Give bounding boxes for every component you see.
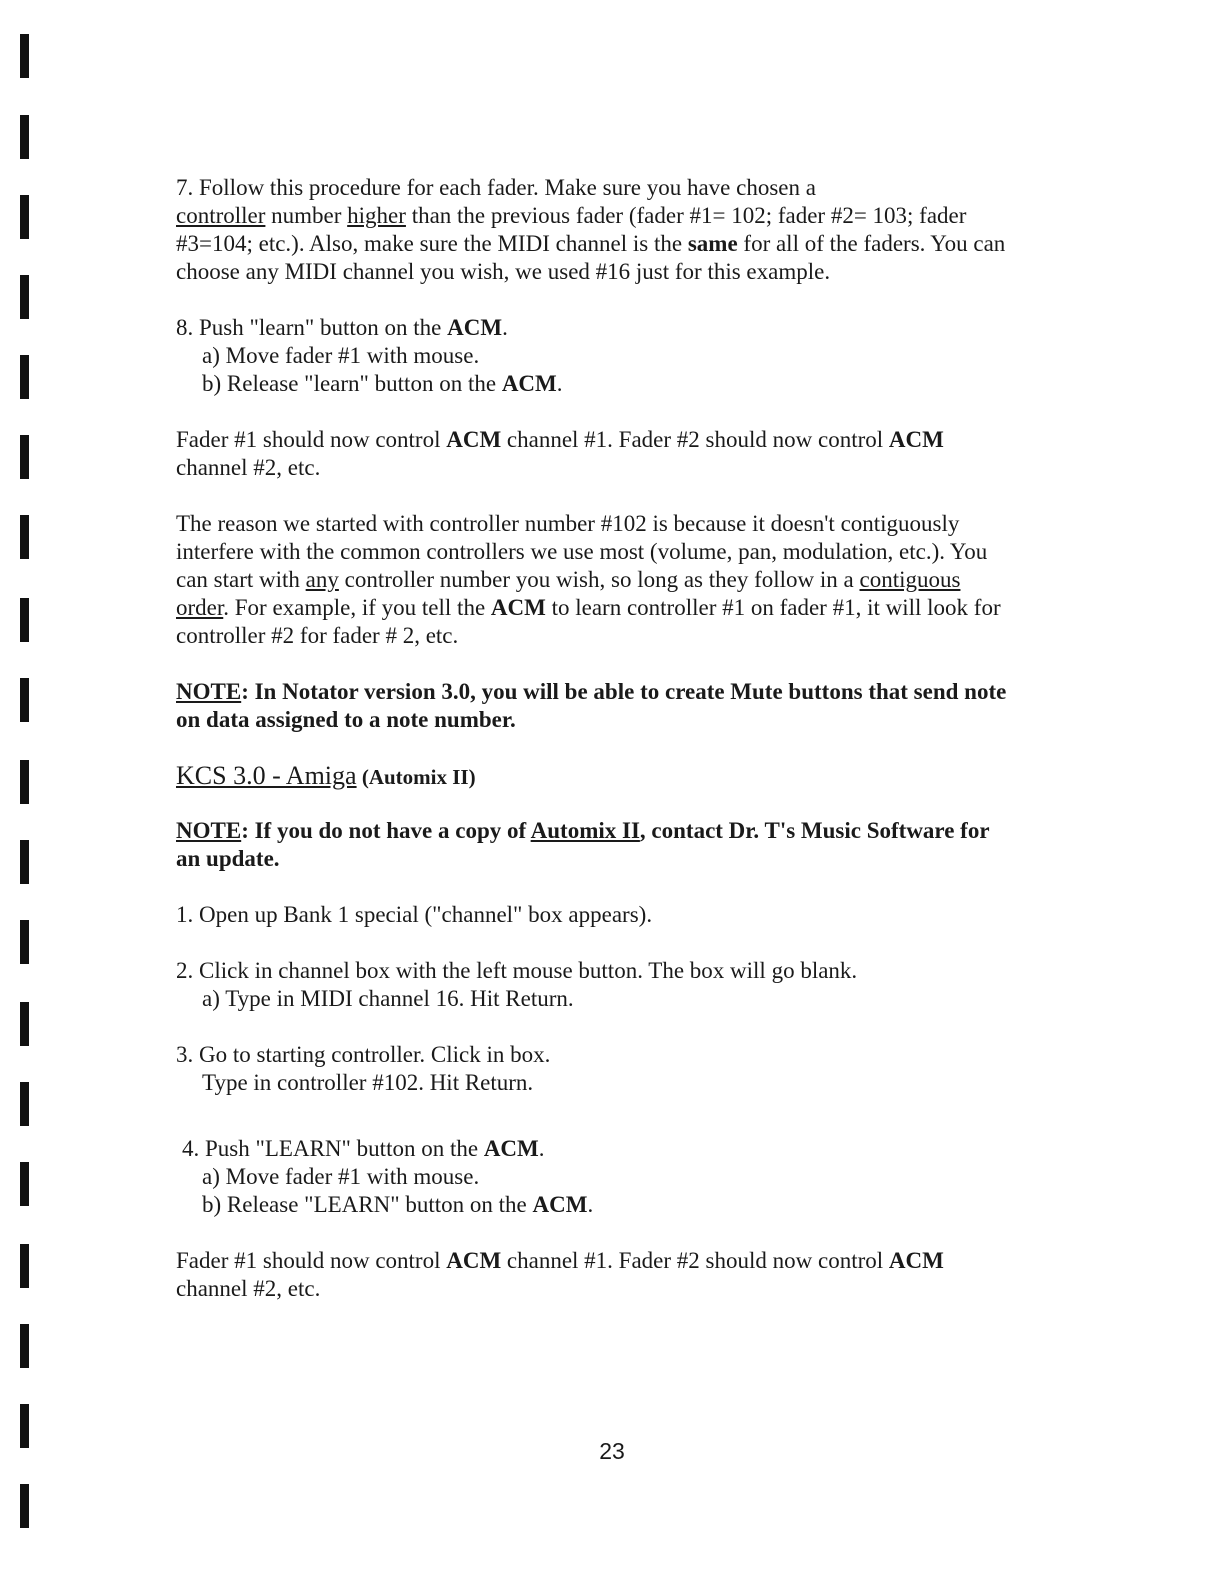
underlined-any: any: [305, 567, 339, 592]
fader-paragraph-2: Fader #1 should now control ACM channel #1. Fader #2 should now control ACM channel #2, etc.: [176, 1248, 944, 1301]
binding-hole: [20, 34, 29, 78]
bold-acm: ACM: [447, 315, 503, 340]
note-label: NOTE: [176, 679, 242, 704]
binding-hole: [20, 1082, 29, 1126]
kcs-step-2a: a) Type in MIDI channel 16. Hit Return.: [202, 986, 574, 1011]
kcs-step-3: 3. Go to starting controller. Click in box. Type in controller #102. Hit Return.: [176, 1041, 1016, 1097]
underlined-contiguous-order: contiguous order: [176, 567, 961, 620]
bold-same: same: [687, 231, 738, 256]
reason-paragraph: The reason we started with controller number #102 is because it doesn't contiguously interfere with the common controllers we use most (volume, pan, modulation, etc.). You can start with any controller number you wish, so long as they follow in a contiguous order. For example, if you tell the ACM to learn controller #1 on fader #1, it will look for controller #2 for fader # 2, etc.: [176, 511, 1001, 648]
step-8a: a) Move fader #1 with mouse.: [202, 343, 480, 368]
binding-hole: [20, 115, 29, 159]
binding-hole: [20, 195, 29, 239]
binding-hole: [20, 1484, 29, 1528]
step-7: 7. Follow this procedure for each fader. Make sure you have chosen a controller number higher than the previous fader (fader #1= 102; fader #2= 103; fader #3=104; etc.). Also, make sure the MIDI channel is the same for all of the faders. You can choose any MIDI channel you wish, we used #16 just for this example.: [176, 175, 1006, 284]
binding-hole: [20, 598, 29, 642]
kcs-step-4a: a) Move fader #1 with mouse.: [202, 1164, 480, 1189]
note-label: NOTE: [176, 818, 242, 843]
kcs-step-4: 4. Push "LEARN" button on the ACM. a) Move fader #1 with mouse. b) Release "LEARN" button on the ACM.: [176, 1135, 1016, 1219]
bold-acm: ACM: [501, 371, 557, 396]
page-body: [176, 174, 1016, 1331]
binding-hole: [20, 1162, 29, 1206]
kcs-step-1: 1. Open up Bank 1 special ("channel" box appears).: [176, 902, 653, 927]
binding-hole: [20, 1324, 29, 1368]
binding-hole: [20, 515, 29, 559]
kcs-step-2: 2. Click in channel box with the left mouse button. The box will go blank. a) Type in MIDI channel 16. Hit Return.: [176, 957, 1016, 1013]
binding-hole: [20, 840, 29, 884]
underlined-higher: higher: [347, 203, 406, 228]
binding-hole: [20, 355, 29, 399]
binding-hole: [20, 678, 29, 722]
underlined-automix: Automix II: [530, 818, 640, 843]
binding-hole: [20, 1244, 29, 1288]
underlined-controller: controller: [176, 203, 266, 228]
binding-hole: [20, 760, 29, 804]
note-notator: NOTE: In Notator version 3.0, you will be able to create Mute buttons that send note on data assigned to a note number.: [176, 679, 1007, 732]
note-automix: NOTE: If you do not have a copy of Automix II, contact Dr. T's Music Software for an update.: [176, 818, 990, 871]
fader-paragraph-1: Fader #1 should now control ACM channel #1. Fader #2 should now control ACM channel #2, etc.: [176, 427, 944, 480]
kcs-step-3-continued: Type in controller #102. Hit Return.: [202, 1070, 534, 1095]
binding-hole: [20, 920, 29, 964]
step-8: 8. Push "learn" button on the ACM. a) Move fader #1 with mouse. b) Release "learn" button on the ACM.: [176, 314, 1016, 398]
binding-holes: [0, 0, 40, 1584]
kcs-step-4b: b) Release "LEARN" button on the ACM.: [202, 1192, 594, 1217]
step-8b: b) Release "learn" button on the ACM.: [202, 371, 563, 396]
page-number: 23: [599, 1438, 625, 1464]
section-heading-kcs: KCS 3.0 - Amiga (Automix II): [176, 761, 476, 790]
binding-hole: [20, 1002, 29, 1046]
binding-hole: [20, 435, 29, 479]
binding-hole: [20, 275, 29, 319]
